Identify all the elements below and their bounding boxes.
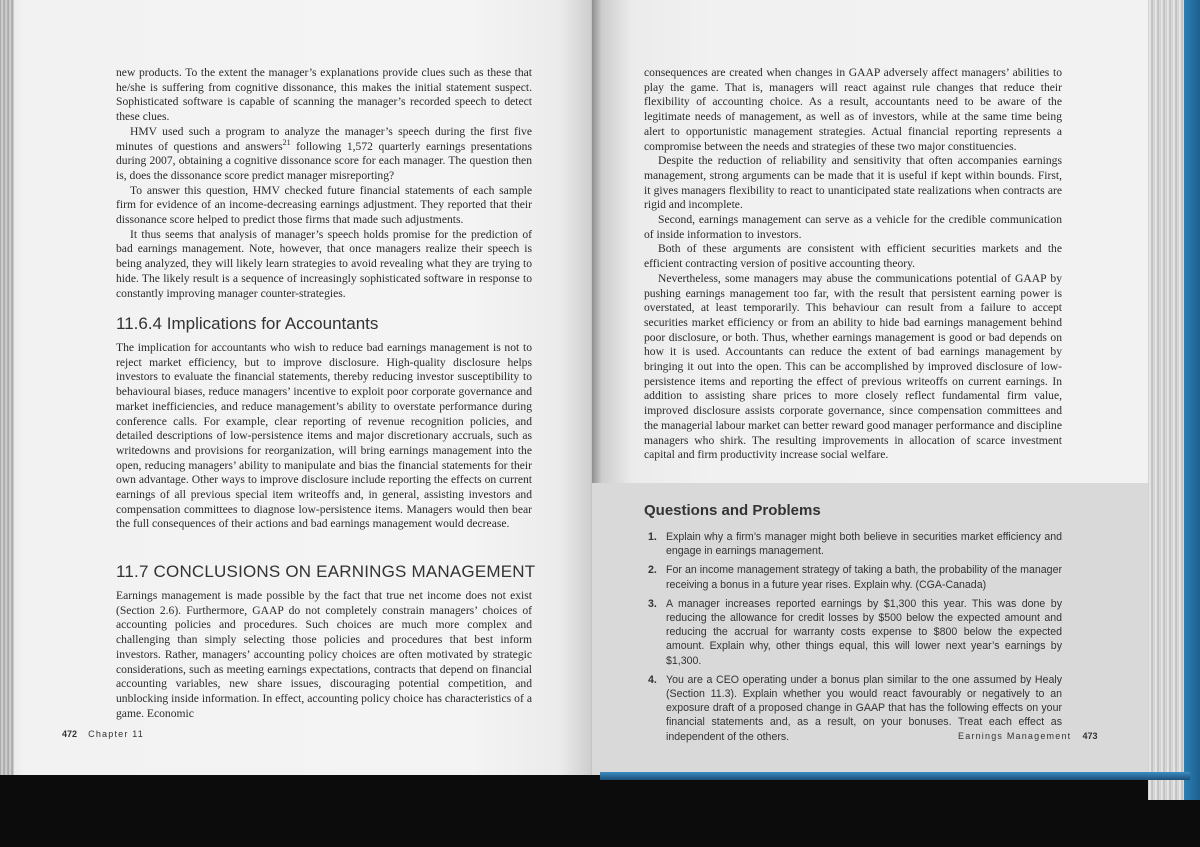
problem-item [644, 530, 1062, 558]
problem-text: You are a CEO operating under a bonus plan similar to the one assumed by Healy (Section 11.3). Explain whether you would react favourably or negatively to an exposure draft of a proposed change in GAAP that has the following effects on your financial statements and, as a result, on your bonuses. Treat each effect as independent of the others. [666, 673, 1062, 743]
problem-item [644, 563, 1062, 591]
problem-text: A manager increases reported earnings by $1,300 this year. This was done by reducing the allowance for credit losses by $500 below the expected amount and reducing the accrual for warranty costs expense to $800 below the expected amount. Explain why, other things equal, this will lower next year’s earnings by $1,300. [666, 597, 1062, 667]
left-subsection-text [116, 341, 532, 532]
left-intro-text [116, 66, 532, 301]
paragraph-text: following 1,572 quarterly earnings presentations during 2007, obtaining a cognitive dissonance score for each manager. The question then is, does the dissonance score predict manager misreporting? [116, 139, 532, 182]
chapter-label: Chapter 11 [88, 729, 145, 739]
paragraph: Both of these arguments are consistent with efficient securities markets and the efficient contracting version of positive accounting theory. [644, 242, 1062, 271]
paragraph-text: HMV used such a program to analyze the manager’s speech during the first five minutes of questions and answers [116, 124, 532, 153]
problem-number: 4. [648, 673, 657, 686]
problem-number: 2. [648, 564, 657, 577]
paragraph: It thus seems that analysis of manager’s speech holds promise for the prediction of bad earnings management. Note, however, that once managers realize their speech is being analyzed, they will likely learn strategies to avoid revealing what they are trying to hide. The likely result is a sequence of increasingly sophisticated software in response to constantly improving manager counter-strategies. [116, 227, 532, 300]
paragraph: The implication for accountants who wish to reduce bad earnings management is not to reject market efficiency, but to improve disclosure. High-quality disclosure helps investors to evaluate the financial statements, thereby reducing investor susceptibility to behavioural biases, reduce managers’ incentive to exploit poor corporate governance and market inefficiencies, and reduce management’s ability to overstate performance during conference calls. For example, clear reporting of revenue recognition policies, and detailed descriptions of low-persistence items and major discretionary accruals, such as writedowns and provisions for reorganization, will bring earnings management into the open, reducing managers’ ability to manipulate and bias the financial statements for their own advantage. Other ways to improve disclosure include reporting the effects on current earnings of all previous special item writeoffs and, in general, assisting investors and compensation committees to diagnose low-persistence items. Managers would then bear the full consequences of their actions and bad earnings management would decrease. [116, 341, 532, 531]
left-footer [62, 729, 144, 739]
subsection-title: 11.6.4 Implications for Accountants [116, 314, 379, 333]
problems-list [644, 530, 1062, 749]
paragraph: Earnings management is made possible by the fact that true net income does not exist (Section 2.6). Furthermore, GAAP do not completely constrain managers’ choices of accounting policies and procedures. Such choices are much more complex and challenging than simply selecting those policies and procedures that best inform investors. Rather, managers’ accounting policy choices are often motivated by strategic considerations, such as meeting earnings expectations, contracts that depend on financial accounting variables, new share issues, discouraging potential competition, and unblocking inside information. In effect, accounting policy choice has characteristics of a game. Economic [116, 589, 532, 720]
left-section-text [116, 589, 532, 721]
right-body-text [644, 66, 1062, 463]
problem-number: 1. [648, 531, 657, 543]
running-title: Earnings Management [958, 731, 1072, 741]
left-page-edges [0, 0, 14, 775]
paragraph: consequences are created when changes in GAAP adversely affect managers’ abilities to play the game. That is, managers will react against rule changes that reduce their flexibility of accounting choice. As a result, accountants need to be aware of the legitimate needs of management, as well as of investors, while at the same time being alert to opportunistic management strategies. Actual financial reporting represents a compromise between the needs and strategies of these two major constituencies. [644, 66, 1062, 153]
right-page-edges [1148, 0, 1188, 800]
problem-text: For an income management strategy of taking a bath, the probability of the manager receiving a bonus in a future year rises. Explain why. (CGA-Canada) [666, 564, 1062, 591]
paragraph: new products. To the extent the manager’s explanations provide clues such as these that he/she is suffering from cognitive dissonance, this makes the initial statement suspect. Sophisticated software is capable of scanning the manager’s recorded speech to detect these clues. [116, 66, 532, 124]
questions-problems-title: Questions and Problems [644, 502, 821, 519]
problem-text: Explain why a firm’s manager might both believe in securities market efficiency and engage in earnings management. [666, 531, 1062, 558]
footnote-reference: 21 [282, 137, 291, 147]
right-footer [958, 731, 1098, 741]
book-cover-bottom-edge [600, 772, 1190, 780]
page-number: 472 [62, 729, 78, 739]
problem-number: 3. [648, 597, 657, 610]
section-title: 11.7 CONCLUSIONS ON EARNINGS MANAGEMENT [116, 562, 536, 581]
paragraph: Nevertheless, some managers may abuse the communications potential of GAAP by pushing earnings management too far, with the result that persistent earning power is overstated, at least temporarily. This behaviour can result from a failure to accept securities market efficiency or from an ability to hide bad earnings management behind poor disclosure, or both. Thus, whether earnings management is good or bad depends on how it is used. Accountants can reduce the extent of bad earnings management by bringing it out into the open. This can be accomplished by improved disclosure of low-persistence items and reporting the effect of previous writeoffs on current earnings. In addition to assisting share prices to more closely reflect fundamental firm value, improved disclosure assists corporate governance, since compensation committees and the managerial labour market can better reward good manager performance and discipline managers who shirk. The resulting improvements in allocation of scarce investment capital and firm productivity increase social welfare. [644, 271, 1062, 462]
page-number: 473 [1082, 731, 1098, 741]
paragraph: Second, earnings management can serve as a vehicle for the credible communication of inside information to investors. [644, 213, 1062, 241]
paragraph: To answer this question, HMV checked future financial statements of each sample firm for evidence of an income-decreasing earnings adjustment. They reported that their dissonance score helped to predict those firms that made such adjustments. [116, 183, 532, 227]
paragraph: Despite the reduction of reliability and sensitivity that often accompanies earnings management, strong arguments can be made that it is useful if kept within bounds. First, it gives managers flexibility to react to unanticipated state realizations when contracts are rigid and incomplete. [644, 154, 1062, 212]
paragraph [116, 125, 532, 184]
problem-item [644, 597, 1062, 668]
book-cover-edge [1184, 0, 1200, 800]
